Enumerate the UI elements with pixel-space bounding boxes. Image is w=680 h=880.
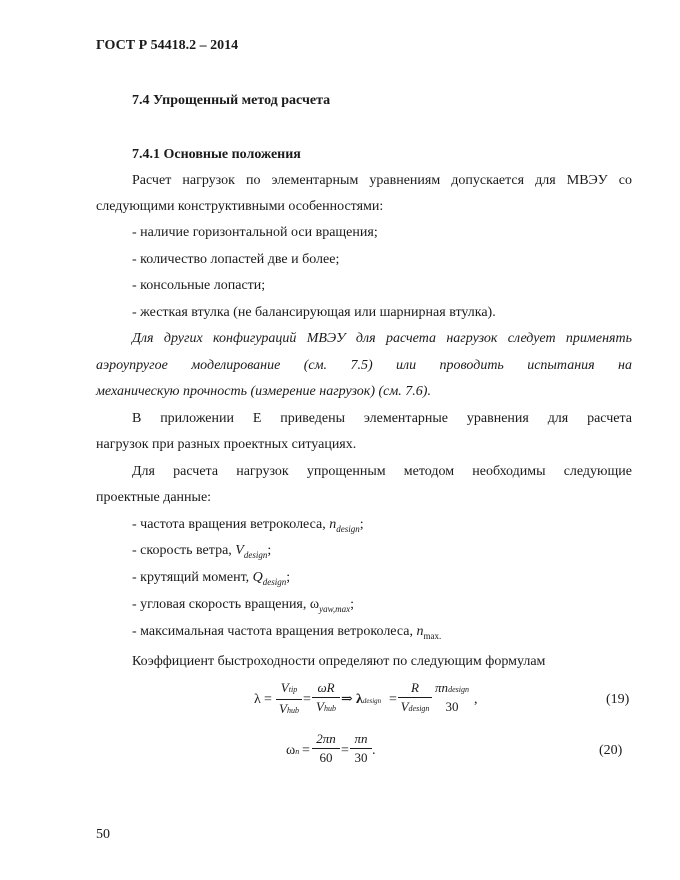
fraction	[312, 680, 340, 717]
fraction-numerator	[432, 680, 472, 698]
math-symbol: πn	[435, 680, 449, 695]
fraction-bar	[350, 748, 372, 749]
list-item-text: - скорость ветра,	[132, 543, 236, 558]
math-subscript: n	[295, 747, 300, 756]
math-omega	[286, 743, 299, 760]
list-item-end: ;	[286, 570, 291, 585]
fraction	[312, 731, 340, 766]
list-item-text: - угловая скорость вращения,	[132, 597, 310, 612]
math-symbol: V	[316, 699, 324, 714]
fraction-numerator: 2πn	[316, 731, 336, 746]
math-subscript: yaw,max	[319, 604, 351, 614]
page-number: 50	[96, 827, 110, 842]
paragraph-line: Для других конфигураций МВЭУ для расчета нагрузок следует применять	[132, 331, 632, 346]
list-item	[132, 624, 441, 640]
paragraph-line: Расчет нагрузок по элементарным уравнениям допускается для МВЭУ со	[132, 173, 632, 188]
math-symbol: n	[416, 624, 424, 639]
fraction-denominator: 60	[319, 750, 333, 765]
math-equals: =	[303, 692, 311, 707]
section-title: 7.4 Упрощенный метод расчета	[132, 93, 331, 108]
math-symbol: V	[280, 680, 289, 695]
math-subscript: max.	[423, 631, 442, 641]
math-symbol: V	[279, 701, 287, 716]
list-item: - наличие горизонтальной оси вращения;	[132, 225, 378, 240]
math-comma: ,	[474, 692, 478, 707]
list-item-text: - крутящий момент,	[132, 570, 253, 585]
fraction-numerator	[276, 680, 302, 698]
fraction-bar	[312, 697, 340, 698]
paragraph-line: В приложении Е приведены элементарные уравнения для расчета	[132, 411, 632, 426]
math-symbol: n	[329, 517, 337, 532]
fraction-bar	[312, 748, 340, 749]
fraction-numerator: R	[411, 680, 419, 695]
math-symbol: ω	[286, 743, 296, 758]
list-item-text: - частота вращения ветроколеса,	[132, 517, 330, 532]
fraction-bar	[276, 699, 302, 700]
document-header: ГОСТ Р 54418.2 – 2014	[96, 38, 239, 53]
list-item	[132, 570, 290, 586]
math-subscript: design	[362, 697, 382, 705]
math-subscript: design	[448, 685, 469, 694]
fraction-numerator: πn	[354, 731, 368, 746]
list-item: - жесткая втулка (не балансирующая или шарнирная втулка).	[132, 305, 496, 320]
list-item	[132, 597, 354, 613]
fraction-denominator: 30	[354, 750, 368, 765]
math-symbol: ω	[309, 597, 320, 612]
math-equals: =	[389, 692, 397, 707]
fraction-numerator: ωR	[317, 680, 335, 695]
fraction-denominator	[312, 699, 340, 717]
fraction	[398, 680, 432, 717]
fraction	[276, 680, 302, 719]
paragraph-line: аэроупругое моделирование (см. 7.5) или проводить испытания на	[96, 358, 632, 373]
equation-number: (19)	[606, 692, 630, 707]
math-subscript: design	[408, 704, 430, 713]
fraction	[432, 680, 472, 715]
paragraph-line: Для расчета нагрузок упрощенным методом необходимы следующие	[132, 464, 632, 479]
math-equals: =	[341, 743, 349, 758]
math-lambda: λ	[254, 692, 261, 707]
list-item-end: ;	[359, 517, 364, 532]
fraction-denominator	[398, 699, 432, 717]
math-subscript: design	[262, 577, 287, 587]
fraction-denominator: 30	[445, 699, 459, 714]
equation-number: (20)	[599, 743, 623, 758]
math-equals: =	[302, 743, 310, 758]
math-subscript: design	[243, 550, 268, 560]
math-equals: =	[264, 692, 272, 707]
math-symbol: V	[235, 543, 244, 558]
math-subscript: tip	[288, 685, 298, 694]
math-subscript: hub	[286, 706, 299, 715]
math-symbol: Q	[252, 570, 263, 585]
list-item	[132, 543, 271, 559]
paragraph-line: нагрузок при разных проектных ситуациях.	[96, 437, 357, 452]
list-item: - количество лопастей две и более;	[132, 252, 340, 267]
subsection-title: 7.4.1 Основные положения	[132, 147, 301, 162]
equation-20	[0, 730, 680, 774]
paragraph-line: механическую прочность (измерение нагрузок) (см. 7.6).	[96, 384, 431, 399]
math-lambda	[356, 692, 381, 709]
list-item-end: ;	[267, 543, 272, 558]
list-item	[132, 517, 364, 533]
list-item: - консольные лопасти;	[132, 278, 266, 293]
paragraph-line: Коэффициент быстроходности определяют по следующим формулам	[132, 654, 546, 669]
math-symbol: λ	[356, 692, 363, 707]
equation-19	[0, 678, 680, 722]
paragraph-line: проектные данные:	[96, 490, 212, 505]
paragraph-line: следующими конструктивными особенностями:	[96, 199, 384, 214]
math-period: .	[372, 743, 376, 758]
math-subscript: hub	[323, 704, 336, 713]
math-subscript: design	[336, 524, 360, 534]
fraction-bar	[398, 697, 432, 698]
math-symbol: V	[400, 699, 409, 714]
fraction-denominator	[276, 701, 302, 719]
list-item-text: - максимальная частота вращения ветроколеса,	[132, 624, 417, 639]
fraction	[350, 731, 372, 766]
implies-symbol: ⇒	[341, 692, 353, 707]
list-item-end: ;	[350, 597, 355, 612]
